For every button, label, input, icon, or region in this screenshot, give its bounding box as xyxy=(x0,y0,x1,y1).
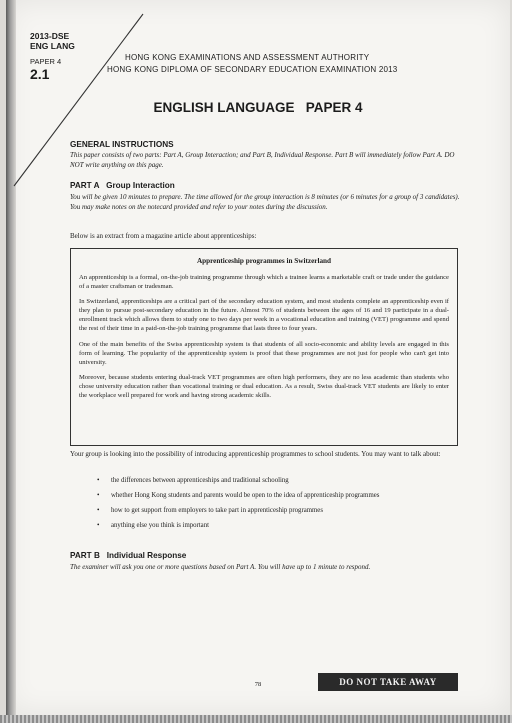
corner-subject-label: ENG LANG xyxy=(30,41,75,51)
page-number: 78 xyxy=(254,681,262,688)
discussion-points-list xyxy=(97,476,467,536)
article-intro: Below is an extract from a magazine article about apprenticeships: xyxy=(70,232,257,240)
article-paragraph: Moreover, because students entering dual-track VET programmes are often high performers, they are no less academic than students who chose university education rather than vocational training or dual education. As a result, Swiss dual-track VET students are likely to enter the workplace well prepared for work and having strong academic skills. xyxy=(79,373,449,400)
task-text: Your group is looking into the possibility of introducing apprenticeship programmes to school students. You may want to talk about: xyxy=(70,450,441,458)
part-a-instructions: You will be given 10 minutes to prepare. The time allowed for the group interaction is 8 minutes (or 6 minutes for a group of 3 candidates). You may make notes on the notecard provided and refer to your notes during the discussion. xyxy=(70,193,460,211)
general-instructions-text: This paper consists of two parts: Part A, Group Interaction; and Part B, Individual Response. Part B will immediately follow Part A. DO NOT write anything on this page. xyxy=(70,151,455,169)
list-item: • the differences between apprenticeships and traditional schooling xyxy=(97,476,467,491)
general-instructions-heading: GENERAL INSTRUCTIONS xyxy=(70,140,174,149)
list-item: • how to get support from employers to take part in apprenticeship programmes xyxy=(97,506,467,521)
part-a-heading: PART A Group Interaction xyxy=(70,181,175,190)
list-item: • whether Hong Kong students and parents would be open to the idea of apprenticeship programmes xyxy=(97,491,467,506)
header-diploma: HONG KONG DIPLOMA OF SECONDARY EDUCATION EXAMINATION 2013 xyxy=(107,65,398,74)
corner-paper-label: PAPER 4 xyxy=(30,57,62,66)
scan-bottom-edge xyxy=(0,715,512,723)
part-b-text: The examiner will ask you one or more questions based on Part A. You will have up to 1 minute to respond. xyxy=(70,563,371,571)
corner-exam-label: 2013-DSE xyxy=(30,31,70,41)
part-b-heading: PART B Individual Response xyxy=(70,551,187,560)
article-paragraph: In Switzerland, apprenticeships are a critical part of the secondary education system, and most students complete an apprenticeship even if they plan to pursue post-secondary education in the future. Almost 70% of students between the ages of 16 and 19 participate in a dual-enrollment track which allows them to study one to two days per week in a vocational education and training (VET) programme and spend the rest of their time in a paid-on-the-job training programme that lasts three to four years. xyxy=(79,298,449,333)
article-box xyxy=(70,248,458,446)
page-title: ENGLISH LANGUAGE PAPER 4 xyxy=(153,100,363,115)
header-authority: HONG KONG EXAMINATIONS AND ASSESSMENT AUTHORITY xyxy=(125,53,370,62)
article-title: Apprenticeship programmes in Switzerland xyxy=(196,257,332,265)
corner-paper-number: 2.1 xyxy=(30,66,50,82)
exam-page xyxy=(6,0,510,715)
list-item: • anything else you think is important xyxy=(97,521,467,536)
do-not-take-away-stamp: DO NOT TAKE AWAY xyxy=(318,673,458,691)
article-paragraph: An apprenticeship is a formal, on-the-job training programme through which a trainee learns a marketable craft or trade under the guidance of a master craftsman or tradesman. xyxy=(79,274,449,291)
article-paragraph: One of the main benefits of the Swiss apprenticeship system is that students of all socio-economic and ability levels are engaged in this form of learning. The popularity of the apprenticeship system is proof that these programmes are not just for people who can't get into university. xyxy=(79,340,449,366)
